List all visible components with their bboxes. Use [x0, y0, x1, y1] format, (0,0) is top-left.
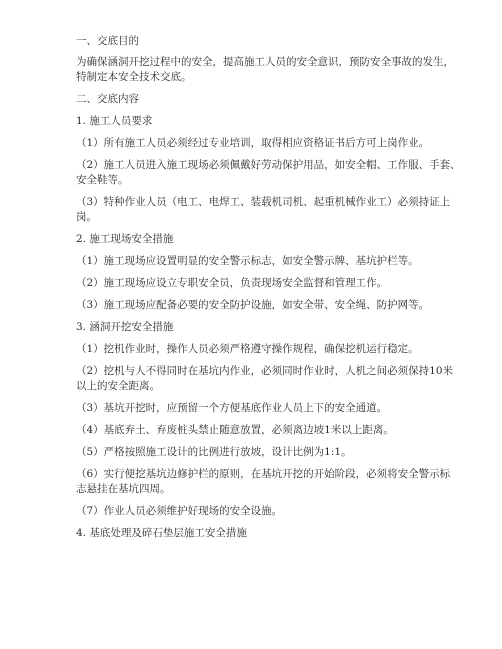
section-1-item-3-line-1: （3）特种作业人员（电工、电焊工、装载机司机、起重机械作业工）必须持证上 — [76, 196, 451, 208]
section-1-item-2-line-2: 安全鞋等。 — [76, 174, 129, 186]
heading-purpose: 一、交底目的 — [76, 35, 139, 47]
section-3-item-3: （3）基坑开挖时，应预留一个方便基底作业人员上下的安全通道。 — [76, 402, 388, 414]
section-3-item-2-line-1: （2）挖机与人不得同时在基坑内作业，必须同时作业时，人机之间必须保持10米 — [76, 365, 454, 377]
section-1-item-3-line-2: 岗。 — [76, 211, 97, 223]
section-1-item-2-line-1: （2）施工人员进入施工现场必须佩戴好劳动保护用品，如安全帽、工作服、手套、 — [76, 159, 461, 171]
section-3-item-1: （1）挖机作业时，操作人员必须严格遵守操作规程，确保挖机运行稳定。 — [76, 343, 419, 355]
section-2-item-2: （2）施工现场应设立专职安全员，负责现场安全监督和管理工作。 — [76, 277, 388, 289]
section-1-title: 1. 施工人员要求 — [76, 115, 153, 127]
section-3-item-4: （4）基底弃土、弃废桩头禁止随意放置，必须离边坡1米以上距离。 — [76, 424, 394, 436]
section-3-item-6-line-2: 志悬挂在基坑四周。 — [76, 483, 171, 495]
section-2-item-3: （3）施工现场应配备必要的安全防护设施，如安全带、安全绳、防护网等。 — [76, 299, 430, 311]
purpose-text-line-1: 为确保涵洞开挖过程中的安全，提高施工人员的安全意识，预防安全事故的发生， — [76, 56, 454, 68]
purpose-text-line-2: 特制定本安全技术交底。 — [76, 71, 192, 83]
section-2-item-1: （1）施工现场应设置明显的安全警示标志，如安全警示牌、基坑护栏等。 — [76, 255, 419, 267]
section-3-item-5: （5）严格按照施工设计的比例进行放坡，设计比例为1:1。 — [76, 446, 352, 458]
section-2-title: 2. 施工现场安全措施 — [76, 233, 174, 245]
section-4-title: 4. 基底处理及碎石垫层施工安全措施 — [76, 527, 247, 539]
section-1-item-1: （1）所有施工人员必须经过专业培训，取得相应资格证书后方可上岗作业。 — [76, 137, 430, 149]
section-3-item-2-line-2: 以上的安全距离。 — [76, 380, 160, 392]
section-3-title: 3. 涵洞开挖安全措施 — [76, 321, 174, 333]
heading-content: 二、交底内容 — [76, 93, 139, 105]
section-3-item-6-line-1: （6）实行便挖基坑边修护栏的原则，在基坑开挖的开始阶段，必须将安全警示标 — [76, 468, 451, 480]
section-3-item-7: （7）作业人员必须维护好现场的安全设施。 — [76, 505, 283, 517]
